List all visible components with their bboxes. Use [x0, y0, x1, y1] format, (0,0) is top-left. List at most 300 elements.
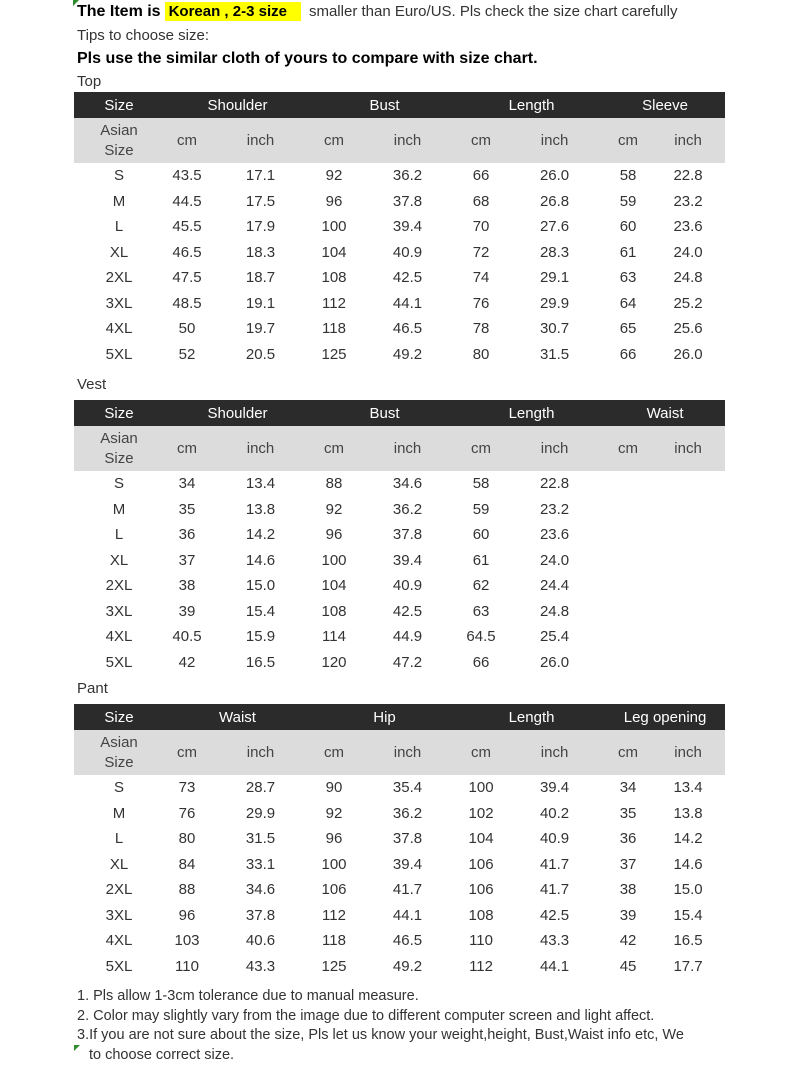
value-cell: 40.9 — [392, 243, 423, 261]
size-cell: 5XL — [105, 957, 133, 975]
value-cell: 72 — [472, 243, 490, 261]
table-row — [74, 342, 725, 368]
table-row — [74, 826, 725, 852]
compare-instruction: Pls use the similar cloth of yours to compare with size chart. — [77, 50, 538, 67]
value-cell — [605, 624, 651, 650]
value-cell: 125 — [321, 345, 347, 363]
header-col4: Sleeve — [605, 92, 725, 118]
value-cell: 92 — [325, 167, 343, 185]
value-cell: 25.4 — [539, 628, 570, 646]
unit-inch: inch — [357, 426, 458, 471]
value-cell: 13.4 — [245, 475, 276, 493]
value-cell: 23.2 — [673, 192, 703, 210]
header-col2: Hip — [311, 704, 458, 730]
value-cell: 60 — [472, 526, 490, 544]
size-cell: L — [114, 830, 124, 848]
value-cell — [605, 522, 651, 548]
value-cell: 63 — [619, 269, 637, 287]
unit-cm: cm — [164, 730, 210, 775]
table-row — [74, 954, 725, 980]
header-col2: Bust — [311, 400, 458, 426]
value-cell: 26.0 — [539, 653, 570, 671]
header-col3: Length — [458, 704, 605, 730]
value-cell: 26.0 — [673, 345, 703, 363]
value-cell — [651, 522, 725, 548]
table-header — [74, 92, 725, 118]
value-cell: 24.8 — [673, 269, 703, 287]
value-cell: 42 — [178, 653, 196, 671]
table-row — [74, 624, 725, 650]
value-cell — [605, 650, 651, 676]
size-table-pant — [74, 704, 725, 979]
value-cell: 31.5 — [245, 830, 276, 848]
table-row — [74, 163, 725, 189]
value-cell: 64.5 — [466, 628, 496, 646]
value-cell: 37.8 — [392, 192, 423, 210]
unit-cm: cm — [605, 118, 651, 163]
value-cell: 106 — [321, 881, 347, 899]
size-table-top — [74, 92, 725, 367]
value-cell: 17.7 — [673, 957, 703, 975]
size-cell: 4XL — [105, 628, 133, 646]
size-cell: XL — [109, 855, 129, 873]
value-cell: 108 — [468, 906, 494, 924]
value-cell: 43.3 — [539, 932, 570, 950]
table-row — [74, 497, 725, 523]
size-cell: 4XL — [105, 320, 133, 338]
value-cell: 24.0 — [673, 243, 703, 261]
value-cell: 35.4 — [392, 779, 423, 797]
value-cell: 61 — [619, 243, 637, 261]
table-row — [74, 599, 725, 625]
table-subheader — [74, 118, 725, 163]
size-cell: 2XL — [105, 577, 133, 595]
section-title-vest: Vest — [77, 376, 107, 393]
table-row — [74, 189, 725, 215]
value-cell: 14.2 — [245, 526, 276, 544]
value-cell: 96 — [178, 906, 196, 924]
note-3-continued: to choose correct size. — [89, 1046, 235, 1063]
intro-line — [77, 3, 677, 21]
header-col3: Length — [458, 400, 605, 426]
header-col1: Shoulder — [164, 400, 311, 426]
value-cell: 80 — [472, 345, 490, 363]
note-3: 3.If you are not sure about the size, Pls let us know your weight,height, Bust,Waist info etc, We — [77, 1027, 684, 1043]
section-title-pant: Pant — [77, 680, 108, 697]
note-2: 2. Color may slightly vary from the image due to different computer screen and light affect. — [77, 1007, 655, 1024]
value-cell: 39.4 — [392, 551, 423, 569]
value-cell: 100 — [321, 855, 347, 873]
size-cell: M — [112, 804, 126, 822]
size-highlight: Korean , 2-3 size — [165, 2, 301, 21]
value-cell: 28.3 — [539, 243, 570, 261]
value-cell: 39.4 — [392, 855, 423, 873]
value-cell: 100 — [321, 551, 347, 569]
header-size: Size — [74, 92, 164, 118]
value-cell: 40.5 — [172, 628, 202, 646]
asian-size-label: Asian Size — [74, 118, 164, 163]
size-cell: S — [113, 779, 124, 797]
value-cell: 38 — [178, 577, 196, 595]
table-row — [74, 291, 725, 317]
unit-inch: inch — [651, 730, 725, 775]
asian-size-label: Asian Size — [74, 426, 164, 471]
value-cell: 68 — [472, 192, 490, 210]
value-cell: 34.6 — [392, 475, 423, 493]
section-title-top: Top — [77, 73, 102, 90]
value-cell: 22.8 — [539, 475, 570, 493]
header-size: Size — [74, 400, 164, 426]
unit-cm: cm — [458, 730, 504, 775]
value-cell: 36.2 — [392, 500, 423, 518]
value-cell: 19.1 — [245, 294, 276, 312]
value-cell: 41.7 — [392, 881, 423, 899]
value-cell: 66 — [472, 167, 490, 185]
header-col1: Shoulder — [164, 92, 311, 118]
value-cell: 36 — [178, 526, 196, 544]
value-cell: 43.3 — [245, 957, 276, 975]
value-cell: 49.2 — [392, 345, 423, 363]
value-cell: 59 — [472, 500, 490, 518]
value-cell: 44.9 — [392, 628, 423, 646]
value-cell: 88 — [178, 881, 196, 899]
value-cell: 96 — [325, 192, 343, 210]
header-col1: Waist — [164, 704, 311, 730]
size-cell: XL — [109, 551, 129, 569]
value-cell: 42.5 — [392, 602, 423, 620]
value-cell: 34 — [178, 475, 196, 493]
value-cell: 31.5 — [539, 345, 570, 363]
header-col4: Waist — [605, 400, 725, 426]
table-subheader — [74, 730, 725, 775]
value-cell: 46.5 — [172, 243, 202, 261]
value-cell: 29.1 — [539, 269, 570, 287]
value-cell: 37 — [178, 551, 196, 569]
table-row — [74, 316, 725, 342]
unit-inch: inch — [210, 426, 311, 471]
value-cell: 66 — [619, 345, 637, 363]
value-cell: 104 — [468, 830, 494, 848]
unit-inch: inch — [357, 730, 458, 775]
value-cell: 112 — [322, 906, 346, 924]
value-cell: 37 — [619, 855, 637, 873]
table-row — [74, 877, 725, 903]
value-cell: 40.9 — [392, 577, 423, 595]
unit-cm: cm — [458, 118, 504, 163]
value-cell: 36.2 — [392, 804, 423, 822]
value-cell: 104 — [321, 243, 347, 261]
value-cell: 102 — [468, 804, 494, 822]
value-cell — [651, 624, 725, 650]
value-cell: 73 — [178, 779, 196, 797]
table-row — [74, 214, 725, 240]
unit-inch: inch — [651, 426, 725, 471]
value-cell: 39 — [619, 906, 637, 924]
value-cell: 110 — [175, 957, 199, 975]
value-cell: 15.9 — [245, 628, 276, 646]
value-cell: 38 — [619, 881, 637, 899]
unit-cm: cm — [311, 118, 357, 163]
value-cell: 23.6 — [673, 218, 703, 236]
value-cell: 18.3 — [245, 243, 276, 261]
value-cell: 37.8 — [392, 830, 423, 848]
tips-line: Tips to choose size: — [77, 27, 210, 44]
value-cell: 106 — [468, 881, 494, 899]
value-cell: 41.7 — [539, 881, 570, 899]
value-cell: 30.7 — [539, 320, 570, 338]
value-cell: 52 — [178, 345, 196, 363]
size-cell: 5XL — [105, 653, 133, 671]
size-cell: M — [112, 500, 126, 518]
unit-cm: cm — [458, 426, 504, 471]
intro-prefix: The Item is — [77, 3, 161, 20]
value-cell: 24.4 — [539, 577, 570, 595]
size-cell: L — [114, 526, 124, 544]
value-cell: 15.4 — [245, 602, 276, 620]
table-row — [74, 573, 725, 599]
value-cell — [651, 650, 725, 676]
value-cell — [605, 573, 651, 599]
value-cell: 25.6 — [673, 320, 703, 338]
value-cell: 96 — [325, 526, 343, 544]
value-cell: 104 — [321, 577, 347, 595]
size-cell: L — [114, 218, 124, 236]
value-cell: 46.5 — [392, 320, 423, 338]
value-cell: 23.6 — [539, 526, 570, 544]
value-cell: 39 — [178, 602, 196, 620]
value-cell: 44.1 — [539, 957, 570, 975]
value-cell: 40.9 — [539, 830, 570, 848]
value-cell: 110 — [469, 932, 493, 950]
value-cell: 84 — [178, 855, 196, 873]
value-cell: 45.5 — [172, 218, 202, 236]
value-cell: 44.5 — [172, 192, 202, 210]
value-cell: 66 — [472, 653, 490, 671]
size-cell: 5XL — [105, 345, 133, 363]
unit-inch: inch — [504, 426, 605, 471]
table-subheader — [74, 426, 725, 471]
value-cell: 58 — [619, 167, 637, 185]
value-cell: 28.7 — [245, 779, 276, 797]
value-cell: 39.4 — [392, 218, 423, 236]
value-cell: 49.2 — [392, 957, 423, 975]
value-cell: 65 — [619, 320, 637, 338]
table-row — [74, 548, 725, 574]
value-cell: 36 — [619, 830, 637, 848]
value-cell: 64 — [619, 294, 637, 312]
value-cell: 63 — [472, 602, 490, 620]
table-row — [74, 801, 725, 827]
value-cell: 47.5 — [172, 269, 202, 287]
value-cell: 70 — [472, 218, 490, 236]
value-cell: 42 — [619, 932, 637, 950]
value-cell: 108 — [321, 602, 347, 620]
value-cell: 76 — [178, 804, 196, 822]
value-cell: 24.8 — [539, 602, 570, 620]
value-cell: 37.8 — [245, 906, 276, 924]
table-header — [74, 400, 725, 426]
value-cell: 62 — [472, 577, 490, 595]
table-row — [74, 928, 725, 954]
value-cell: 13.8 — [673, 804, 703, 822]
value-cell: 44.1 — [392, 906, 423, 924]
unit-inch: inch — [504, 730, 605, 775]
unit-cm: cm — [311, 730, 357, 775]
value-cell: 37.8 — [392, 526, 423, 544]
unit-inch: inch — [357, 118, 458, 163]
unit-cm: cm — [164, 118, 210, 163]
value-cell: 16.5 — [245, 653, 276, 671]
value-cell: 118 — [322, 932, 346, 950]
header-col2: Bust — [311, 92, 458, 118]
size-cell: 3XL — [105, 294, 133, 312]
value-cell: 13.8 — [245, 500, 276, 518]
unit-cm: cm — [605, 426, 651, 471]
value-cell: 17.1 — [245, 167, 276, 185]
value-cell: 108 — [321, 269, 347, 287]
size-cell: 2XL — [105, 269, 133, 287]
unit-cm: cm — [164, 426, 210, 471]
value-cell: 120 — [321, 653, 347, 671]
value-cell: 24.0 — [539, 551, 570, 569]
value-cell: 58 — [472, 475, 490, 493]
note-1: 1. Pls allow 1-3cm tolerance due to manual measure. — [77, 988, 419, 1004]
value-cell: 112 — [469, 957, 493, 975]
value-cell: 17.9 — [245, 218, 276, 236]
value-cell: 26.8 — [539, 192, 570, 210]
value-cell: 14.6 — [673, 855, 703, 873]
header-col3: Length — [458, 92, 605, 118]
value-cell: 74 — [472, 269, 490, 287]
value-cell: 34 — [619, 779, 637, 797]
size-cell: S — [113, 475, 124, 493]
unit-inch: inch — [210, 730, 311, 775]
value-cell: 92 — [325, 804, 343, 822]
value-cell: 90 — [325, 779, 343, 797]
asian-size-label: Asian Size — [74, 730, 164, 775]
unit-cm: cm — [605, 730, 651, 775]
value-cell: 29.9 — [245, 804, 276, 822]
value-cell: 125 — [321, 957, 347, 975]
table-row — [74, 852, 725, 878]
value-cell — [651, 548, 725, 574]
value-cell: 34.6 — [245, 881, 276, 899]
header-size: Size — [74, 704, 164, 730]
value-cell: 39.4 — [539, 779, 570, 797]
value-cell: 44.1 — [392, 294, 423, 312]
table-header — [74, 704, 725, 730]
size-cell: 3XL — [105, 602, 133, 620]
value-cell: 20.5 — [245, 345, 276, 363]
value-cell — [651, 573, 725, 599]
value-cell: 96 — [325, 830, 343, 848]
value-cell: 36.2 — [392, 167, 423, 185]
size-cell: XL — [109, 243, 129, 261]
value-cell: 15.4 — [673, 906, 703, 924]
value-cell: 26.0 — [539, 167, 570, 185]
value-cell: 80 — [178, 830, 196, 848]
value-cell: 17.5 — [245, 192, 276, 210]
value-cell: 22.8 — [673, 167, 703, 185]
value-cell: 59 — [619, 192, 637, 210]
size-cell: M — [112, 192, 126, 210]
value-cell: 15.0 — [245, 577, 276, 595]
value-cell: 118 — [322, 320, 346, 338]
value-cell: 41.7 — [539, 855, 570, 873]
value-cell: 16.5 — [673, 932, 703, 950]
table-row — [74, 650, 725, 676]
unit-inch: inch — [651, 118, 725, 163]
value-cell: 14.6 — [245, 551, 276, 569]
value-cell: 92 — [325, 500, 343, 518]
value-cell: 61 — [472, 551, 490, 569]
value-cell: 18.7 — [245, 269, 276, 287]
value-cell: 13.4 — [673, 779, 703, 797]
value-cell: 27.6 — [539, 218, 570, 236]
value-cell — [605, 471, 651, 497]
unit-inch: inch — [210, 118, 311, 163]
table-row — [74, 471, 725, 497]
value-cell: 14.2 — [673, 830, 703, 848]
value-cell — [605, 548, 651, 574]
value-cell: 23.2 — [539, 500, 570, 518]
table-row — [74, 903, 725, 929]
size-table-vest — [74, 400, 725, 675]
value-cell: 35 — [619, 804, 637, 822]
value-cell: 60 — [619, 218, 637, 236]
value-cell: 48.5 — [172, 294, 202, 312]
value-cell: 78 — [472, 320, 490, 338]
value-cell: 43.5 — [172, 167, 202, 185]
size-cell: S — [113, 167, 124, 185]
unit-cm: cm — [311, 426, 357, 471]
value-cell: 42.5 — [392, 269, 423, 287]
intro-rest: smaller than Euro/US. Pls check the size chart carefully — [308, 3, 678, 20]
value-cell: 33.1 — [245, 855, 276, 873]
value-cell: 29.9 — [539, 294, 570, 312]
value-cell: 45 — [619, 957, 637, 975]
value-cell: 15.0 — [673, 881, 703, 899]
value-cell: 100 — [468, 779, 494, 797]
value-cell: 112 — [322, 294, 346, 312]
value-cell: 35 — [178, 500, 196, 518]
value-cell: 76 — [472, 294, 490, 312]
value-cell: 100 — [321, 218, 347, 236]
value-cell: 50 — [178, 320, 196, 338]
value-cell: 25.2 — [673, 294, 703, 312]
table-row — [74, 265, 725, 291]
value-cell — [605, 599, 651, 625]
size-cell: 3XL — [105, 906, 133, 924]
value-cell: 88 — [325, 475, 343, 493]
value-cell — [651, 497, 725, 523]
value-cell — [651, 471, 725, 497]
size-cell: 4XL — [105, 932, 133, 950]
value-cell: 47.2 — [392, 653, 423, 671]
value-cell: 106 — [468, 855, 494, 873]
value-cell — [605, 497, 651, 523]
value-cell: 46.5 — [392, 932, 423, 950]
value-cell: 42.5 — [539, 906, 570, 924]
value-cell: 103 — [174, 932, 200, 950]
value-cell — [651, 599, 725, 625]
size-cell: 2XL — [105, 881, 133, 899]
table-row — [74, 522, 725, 548]
header-col4: Leg opening — [605, 704, 725, 730]
value-cell: 40.6 — [245, 932, 276, 950]
table-row — [74, 240, 725, 266]
value-cell: 40.2 — [539, 804, 570, 822]
